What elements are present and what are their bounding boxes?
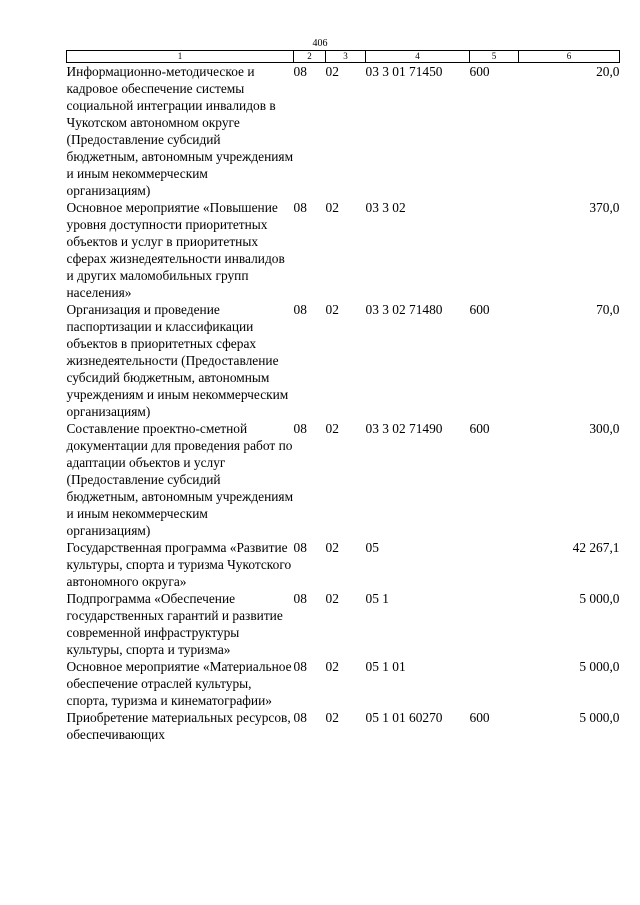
expense-type-cell xyxy=(470,539,519,590)
amount-cell: 300,0 xyxy=(589,421,620,436)
subsection-code-cell: 02 xyxy=(325,302,339,317)
row-name-cell: Информационно-методическое и кадровое обеспечение системы социальной интеграции инвалидов в Чукотском автономном округе (Предоставление субсидий бюджетным, автономным учреждениям и иным некоммерческим организациям) xyxy=(66,64,294,198)
target-article-cell: 03 3 02 xyxy=(365,200,406,215)
target-article-cell: 05 1 01 xyxy=(365,659,406,674)
table-row xyxy=(67,590,620,658)
section-code-cell: 08 xyxy=(293,659,307,674)
row-name-cell: Основное мероприятие «Материальное обеспечение отраслей культуры, спорта, туризма и кинематографии» xyxy=(66,659,292,708)
amount-cell: 20,0 xyxy=(596,64,620,79)
target-article-cell: 05 1 xyxy=(365,591,389,606)
row-name-cell: Основное мероприятие «Повышение уровня доступности приоритетных объектов и услуг в приоритетных сферах жизнедеятельности инвалидов и других маломобильных групп населения» xyxy=(66,200,285,300)
amount-cell: 370,0 xyxy=(589,200,620,215)
table-row xyxy=(67,420,620,539)
subsection-code-cell: 02 xyxy=(325,591,339,606)
section-code-cell: 08 xyxy=(293,591,307,606)
column-number: 4 xyxy=(366,51,470,63)
section-code-cell: 08 xyxy=(293,64,307,79)
page-number: 406 xyxy=(312,38,328,49)
row-name-cell: Организация и проведение паспортизации и классификации объектов в приоритетных сферах жизнедеятельности (Предоставление субсидий бюджетным, автономным учреждениям и иным некоммерческим организациям) xyxy=(66,302,289,419)
expense-type-cell: 600 xyxy=(469,710,490,725)
target-article-cell: 05 xyxy=(365,540,379,555)
amount-cell: 5 000,0 xyxy=(579,591,620,606)
table-row xyxy=(67,539,620,590)
expense-type-cell xyxy=(470,199,519,301)
table-row xyxy=(67,199,620,301)
table-row xyxy=(67,63,620,200)
section-code-cell: 08 xyxy=(293,200,307,215)
section-code-cell: 08 xyxy=(293,710,307,725)
table-body xyxy=(67,63,620,744)
target-article-cell: 03 3 01 71450 xyxy=(365,64,443,79)
expense-type-cell: 600 xyxy=(469,64,490,79)
column-number: 2 xyxy=(294,51,326,63)
target-article-cell: 03 3 02 71490 xyxy=(365,421,443,436)
subsection-code-cell: 02 xyxy=(325,421,339,436)
table-row xyxy=(67,301,620,420)
expense-type-cell: 600 xyxy=(469,421,490,436)
section-code-cell: 08 xyxy=(293,302,307,317)
section-code-cell: 08 xyxy=(293,540,307,555)
column-numbers-row xyxy=(67,51,620,63)
subsection-code-cell: 02 xyxy=(325,64,339,79)
subsection-code-cell: 02 xyxy=(325,200,339,215)
subsection-code-cell: 02 xyxy=(325,710,339,725)
amount-cell: 5 000,0 xyxy=(579,710,620,725)
section-code-cell: 08 xyxy=(293,421,307,436)
table-row xyxy=(67,709,620,743)
target-article-cell: 05 1 01 60270 xyxy=(365,710,443,725)
amount-cell: 70,0 xyxy=(596,302,620,317)
row-name-cell: Составление проектно-сметной документации для проведения работ по адаптации объектов и услуг (Предоставление субсидий бюджетным, автономным учреждениям и иным некоммерческим организациям) xyxy=(66,421,294,538)
column-number: 1 xyxy=(67,51,294,63)
expense-type-cell xyxy=(470,590,519,658)
column-number: 6 xyxy=(519,51,620,63)
budget-table xyxy=(66,50,620,743)
row-name-cell: Подпрограмма «Обеспечение государственных гарантий и развитие современной инфраструктуры культуры, спорта и туризма» xyxy=(66,591,283,657)
amount-cell: 42 267,1 xyxy=(572,540,620,555)
row-name-cell: Приобретение материальных ресурсов, обеспечивающих xyxy=(66,710,291,742)
column-number: 3 xyxy=(326,51,366,63)
target-article-cell: 03 3 02 71480 xyxy=(365,302,443,317)
expense-type-cell: 600 xyxy=(469,302,490,317)
amount-cell: 5 000,0 xyxy=(579,659,620,674)
expense-type-cell xyxy=(470,658,519,709)
column-number: 5 xyxy=(470,51,519,63)
subsection-code-cell: 02 xyxy=(325,659,339,674)
subsection-code-cell: 02 xyxy=(325,540,339,555)
table-row xyxy=(67,658,620,709)
row-name-cell: Государственная программа «Развитие культуры, спорта и туризма Чукотского автономного округа» xyxy=(66,540,292,589)
